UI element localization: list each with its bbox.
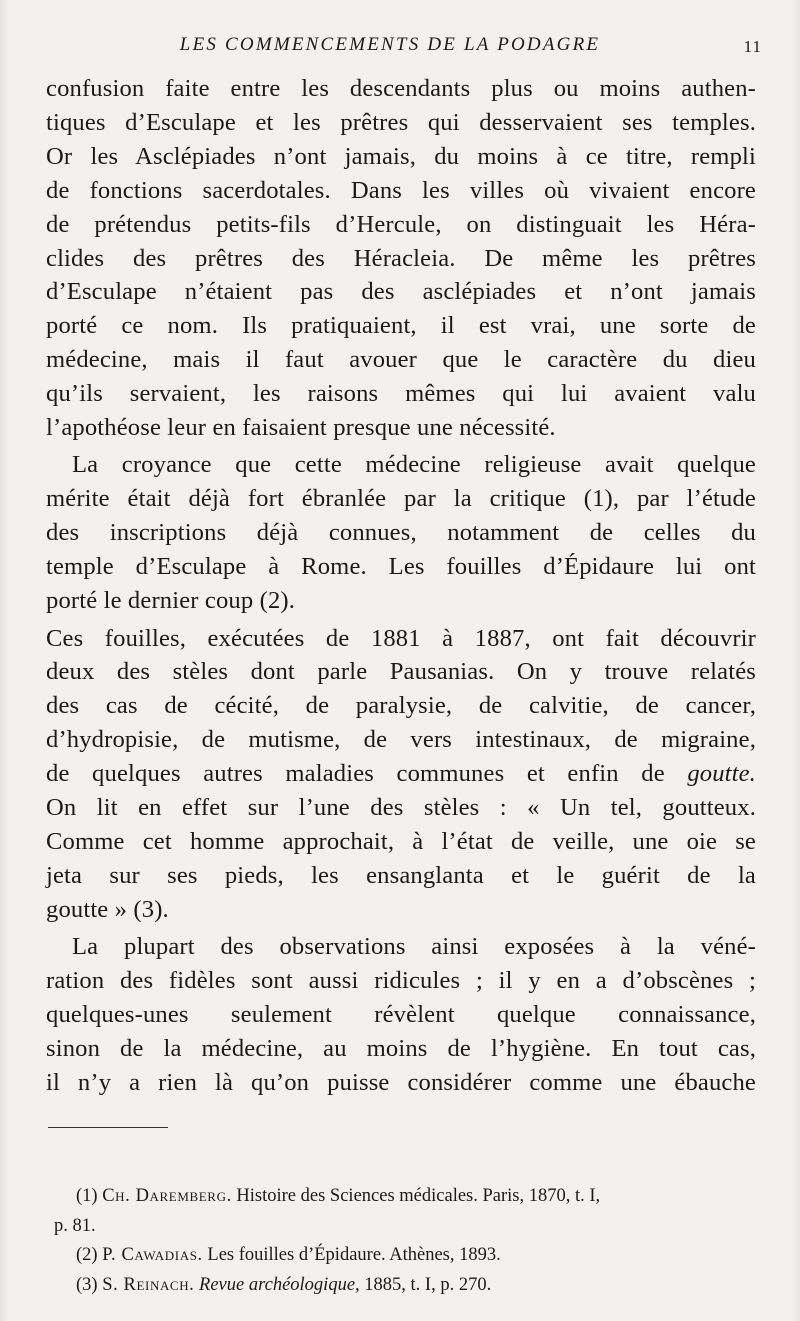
footnote-author: P. Cawadias. <box>102 1245 203 1265</box>
text-line: porté le dernier coup (2). <box>46 587 296 615</box>
text-line: l’apothéose leur en faisaient presque une nécessité. <box>46 414 556 442</box>
footnote-text: 1885, t. I, p. 270. <box>364 1274 492 1295</box>
text-line: il n’y a rien là qu’on puisse considérer comme une ébauche <box>46 1068 756 1096</box>
text-line: d’Esculape n’étaient pas des asclépiades et n’ont jamais <box>46 278 756 306</box>
text-line: sinon de la médecine, au moins de l’hygiène. En tout cas, <box>46 1034 756 1062</box>
footnote-rule <box>48 1127 168 1128</box>
text-line: qu’ils servaient, les raisons mêmes qui lui avaient valu <box>46 380 756 408</box>
page-number: 11 <box>743 37 762 56</box>
footnote-1 <box>54 1182 774 1212</box>
footnote-marker: (2) <box>76 1245 98 1265</box>
text-line: tiques d’Esculape et les prêtres qui desservaient ses temples. <box>46 108 756 136</box>
text-line: mérite était déjà fort ébranlée par la critique (1), par l’étude <box>46 485 756 513</box>
footnote-author: Ch. Daremberg. <box>102 1186 232 1206</box>
paragraph-2 <box>46 448 756 618</box>
text-line: La croyance que cette médecine religieuse avait quelque <box>72 451 756 479</box>
text-line: quelques-unes seulement révèlent quelque connaissance, <box>46 1000 756 1028</box>
text-line: deux des stèles dont parle Pausanias. On y trouve relatés <box>46 658 756 686</box>
footnotes <box>54 1182 774 1300</box>
text-line: Or les Asclépiades n’ont jamais, du moins à ce titre, rempli <box>46 142 756 170</box>
text-line: Comme cet homme approchait, à l’état de veille, une oie se <box>46 827 756 855</box>
footnote-marker: (3) <box>76 1274 98 1295</box>
text-line: goutte » (3). <box>46 895 169 923</box>
footnote-text: Les fouilles d’Épidaure. Athènes, 1893. <box>207 1245 501 1265</box>
text-line: des inscriptions déjà connues, notamment de celles du <box>46 519 756 547</box>
footnote-marker: (1) <box>76 1186 98 1206</box>
text-line: clides des prêtres des Héracleia. De même les prêtres <box>46 244 756 272</box>
body-text <box>46 72 756 1103</box>
footnote-title: Revue archéologique, <box>199 1274 360 1295</box>
paragraph-4 <box>46 930 756 1100</box>
paragraph-1 <box>46 72 756 445</box>
running-head <box>0 32 800 60</box>
text-line: Ces fouilles, exécutées de 1881 à 1887, ont fait découvrir <box>46 624 756 652</box>
text-line: d’hydropisie, de mutisme, de vers intestinaux, de migraine, <box>46 726 756 754</box>
text-line: temple d’Esculape à Rome. Les fouilles d’Épidaure lui ont <box>46 553 756 581</box>
text-line: confusion faite entre les descendants plus ou moins authen- <box>46 75 756 102</box>
footnote-author: S. Reinach. <box>102 1274 195 1295</box>
text-line: porté ce nom. Ils pratiquaient, il est vrai, une sorte de <box>46 312 756 340</box>
italic-word: goutte. <box>687 760 756 788</box>
footnote-text: Histoire des Sciences médicales. Paris, 1870, t. I, <box>236 1186 601 1206</box>
text-line: de fonctions sacerdotales. Dans les villes où vivaient encore <box>46 176 756 204</box>
running-title: LES COMMENCEMENTS DE LA PODAGRE <box>179 34 601 55</box>
text-line: des cas de cécité, de paralysie, de calvitie, de cancer, <box>46 692 756 720</box>
footnote-3 <box>54 1271 774 1301</box>
text-line: La plupart des observations ainsi exposées à la véné- <box>72 933 756 961</box>
text-line-with-italic <box>46 757 756 791</box>
footnote-1-continuation: p. 81. <box>54 1215 96 1236</box>
footnote-2 <box>54 1241 774 1271</box>
text-line: de prétendus petits-fils d’Hercule, on distinguait les Héra- <box>46 210 756 238</box>
paragraph-3 <box>46 622 756 927</box>
text-line: jeta sur ses pieds, les ensanglanta et le guérit de la <box>46 861 756 889</box>
text-line: médecine, mais il faut avouer que le caractère du dieu <box>46 346 756 374</box>
text-line: On lit en effet sur l’une des stèles : « Un tel, goutteux. <box>46 794 756 822</box>
text-fragment: de quelques autres maladies communes et enfin de <box>46 760 665 788</box>
text-line: ration des fidèles sont aussi ridicules ; il y en a d’obscènes ; <box>46 967 756 995</box>
